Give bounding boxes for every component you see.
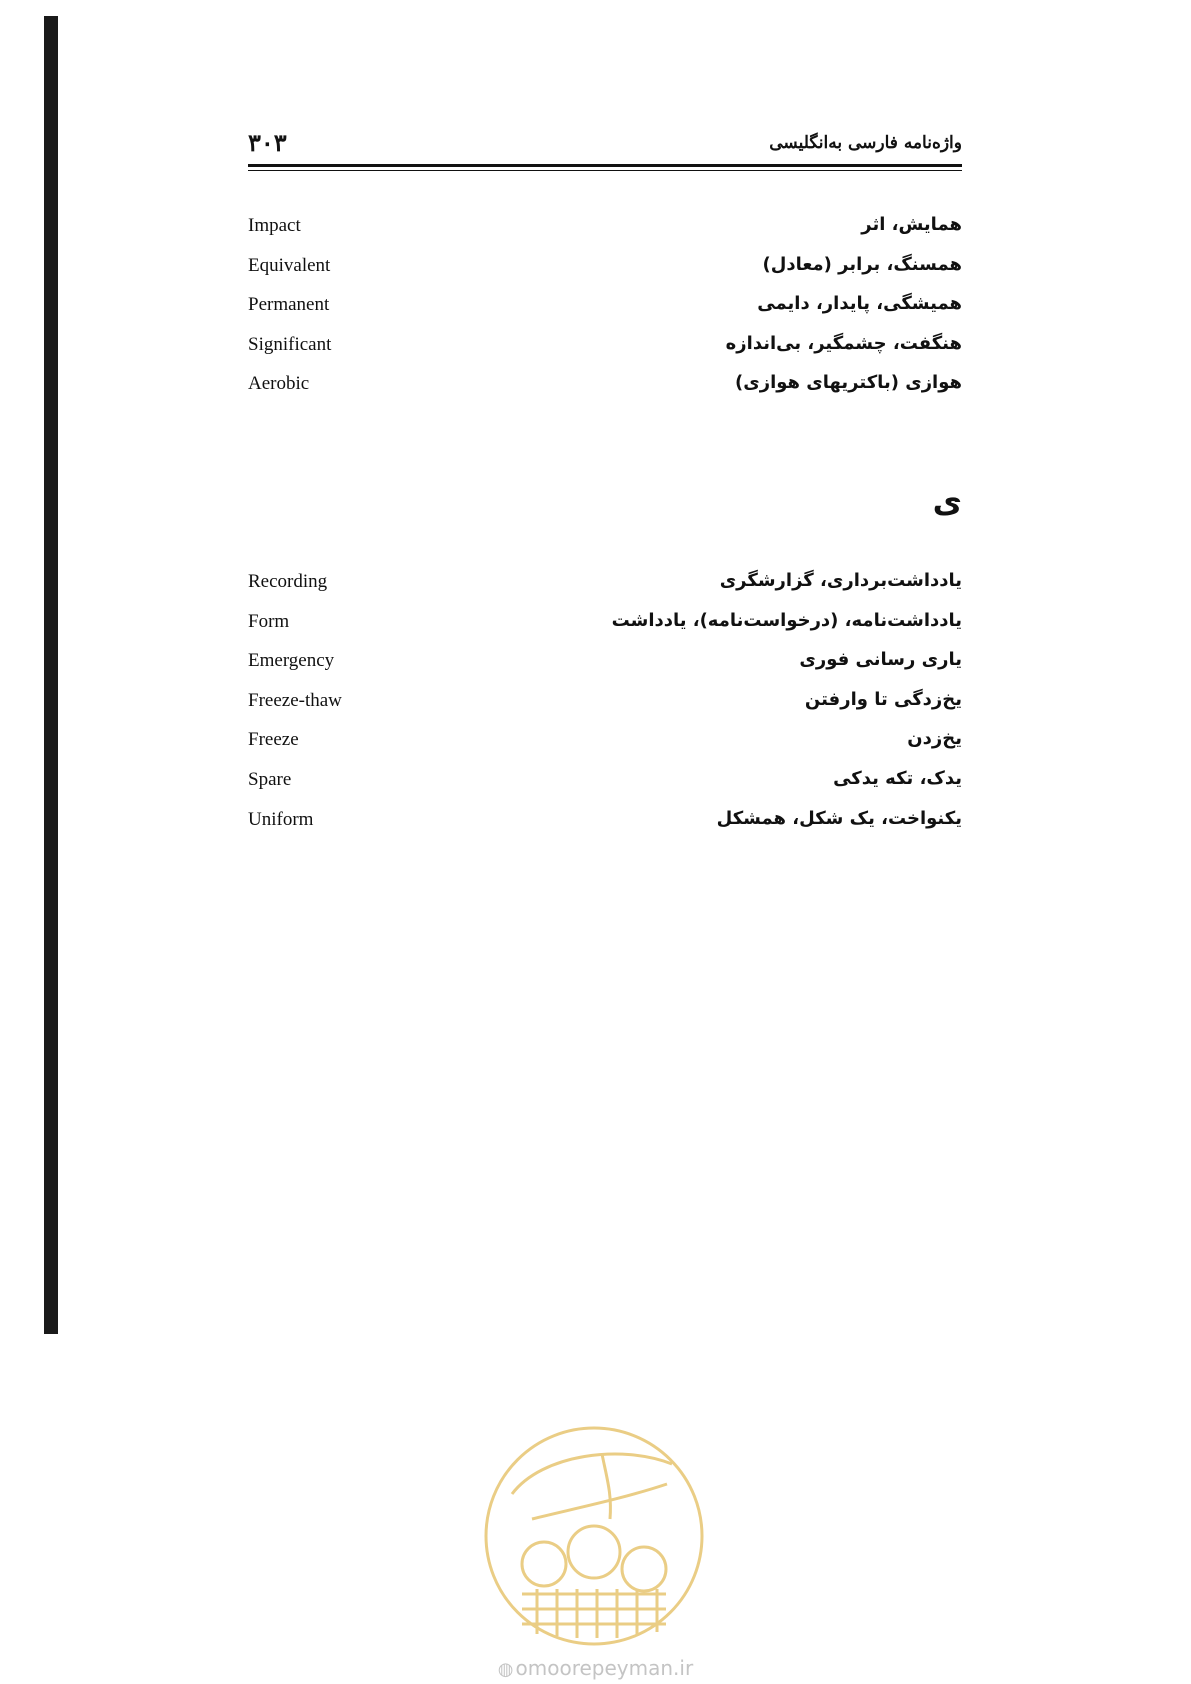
persian-term: هوازی (باکتریهای هوازی) <box>734 372 962 394</box>
english-term: Aerobic <box>248 373 310 395</box>
page-header <box>248 128 962 158</box>
english-term: Permanent <box>248 294 330 316</box>
persian-term: یادداشت‌نامه، (درخواست‌نامه)، یادداشت <box>611 609 962 631</box>
persian-term: یخ‌زدن <box>907 728 962 750</box>
glossary-entry <box>248 604 962 644</box>
english-term: Freeze <box>248 729 299 751</box>
english-term: Significant <box>248 333 332 355</box>
english-term: Emergency <box>248 650 335 672</box>
glossary-entry <box>248 248 962 288</box>
english-term: Freeze-thaw <box>248 689 342 711</box>
english-term: Form <box>248 610 290 632</box>
english-term: Uniform <box>248 808 314 830</box>
glossary-section-y <box>248 564 962 841</box>
persian-term: یخ‌زدگی تا وارفتن <box>804 688 962 710</box>
glossary-entry <box>248 762 962 802</box>
omoore-peyman-logo-icon <box>482 1424 706 1648</box>
scan-edge-bar <box>44 16 58 1334</box>
glossary-entry <box>248 366 962 406</box>
persian-term: هنگفت، چشمگیر، بی‌اندازه <box>725 332 962 354</box>
glossary-entry <box>248 564 962 604</box>
glossary-entry <box>248 643 962 683</box>
english-term: Recording <box>248 571 328 592</box>
page-number: ۳۰۳ <box>248 128 287 157</box>
persian-term: همسنگ، برابر (معادل) <box>762 253 962 275</box>
section-letter: ی <box>932 482 962 520</box>
glossary-entry <box>248 287 962 327</box>
glossary-section-h <box>248 208 962 406</box>
persian-term: همیشگی، پایدار، دایمی <box>757 293 962 315</box>
glossary-entry <box>248 208 962 248</box>
globe-icon: ◍ <box>497 1659 514 1680</box>
header-rule-thin <box>248 170 962 171</box>
glossary-entry <box>248 327 962 367</box>
persian-term: همایش، اثر <box>861 214 962 235</box>
english-term: Equivalent <box>248 254 331 276</box>
persian-term: یادداشت‌برداری، گزارشگری <box>719 570 962 591</box>
glossary-entry <box>248 722 962 762</box>
english-term: Impact <box>248 215 301 236</box>
header-rule-thick <box>248 164 962 167</box>
watermark-site <box>0 1656 1191 1680</box>
persian-term: یاری رسانی فوری <box>799 649 962 671</box>
watermark-site-text: omoorepeyman.ir <box>515 1656 694 1680</box>
glossary-entry <box>248 802 962 842</box>
persian-term: یدک، تکه یدکی <box>833 767 962 789</box>
persian-term: یکنواخت، یک شکل، همشکل <box>716 807 962 829</box>
english-term: Spare <box>248 768 292 790</box>
glossary-entry <box>248 683 962 723</box>
running-head: واژه‌نامه فارسی به‌انگلیسی <box>769 133 962 153</box>
